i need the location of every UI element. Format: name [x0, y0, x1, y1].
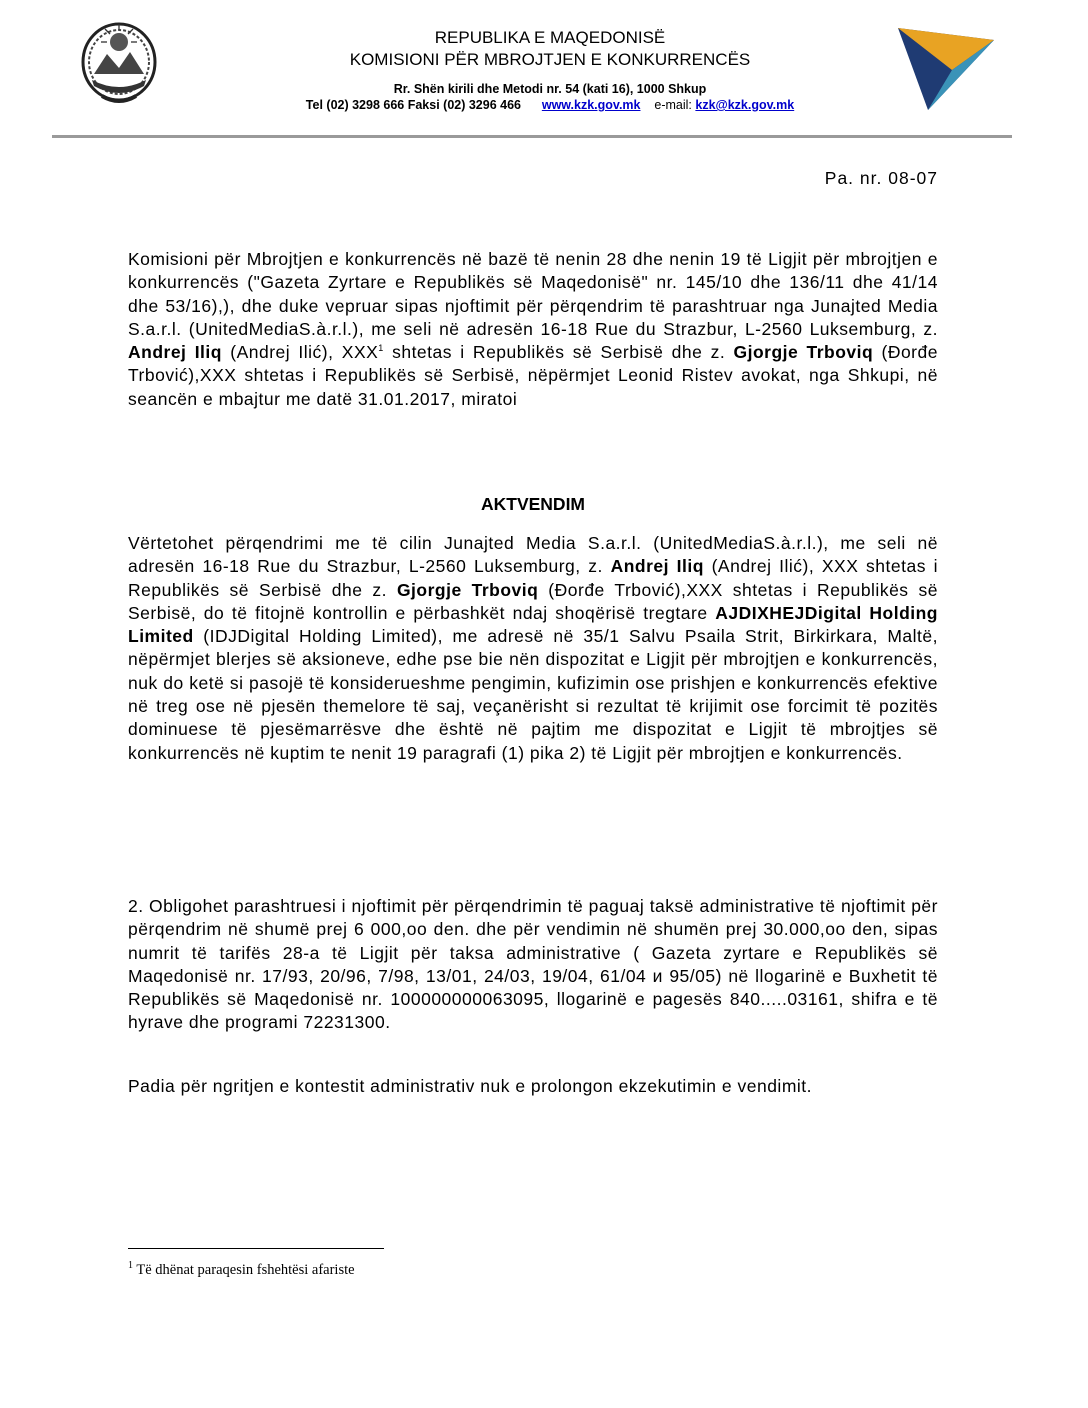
footnote: $^1$ Të dhënat paraqesin fshehtësi afariste — [128, 1260, 355, 1278]
contact-line — [160, 98, 940, 112]
footnote-divider — [128, 1248, 384, 1249]
reference-number: Pa. nr. 08-07 — [824, 168, 938, 188]
phone-fax: Tel (02) 3298 666 Faksi (02) 3296 466 — [305, 98, 521, 112]
decision-point-2: 2. Obligohet parashtruesi i njoftimit për përqendrimin të paguaj taksë administrative të njoftimit për përqendrim në shumë prej 6 000,oo den. dhe për vendimin në shumën prej 30.000,oo den, sipas numrit të tarifës 28-a të Ligjit për taksa administrative ( Gazeta zyrtare e Republikës së Maqedonisë nr. 17/93, 20/96, 7/98, 13/01, 24/03, 19/04, 61/04 и 95/05) në llogarinë e Buxhetit të Republikës së Maqedonisë nr. 100000000063095, llogarinë e pagesës 840.....03161, shifra e të hyrave dhe programi 72231300. — [128, 896, 938, 1033]
footnote-reference: 1 — [378, 343, 384, 354]
coat-of-arms-seal-icon — [80, 20, 158, 112]
decision-point-1: Vërtetohet përqendrimi me të cilin Junajted Media S.a.r.l. (UnitedMediaS.à.r.l.), me seli në adresën 16-18 Rue du Strazbur, L-2560 Luksemburg, z. Andrej Iliq (Andrej Ilić), XXX shtetas i Republikës së Serbisë dhe z. Gjorgje Trboviq (Đorđe Trbović),XXX shtetas i Republikës së Serbisë, do të fitojnë kontrollin e përbashkët ndaj shoqërisë tregtare AJDIXHEJDigital Holding Limited (IDJDigital Holding Limited), me adresë në 35/1 Salvu Psaila Strit, Birkirkara, Maltë, nëpërmjet blerjes së aksioneve, edhe pse bie nën dispozitat e Ligjit për mbrojtjen e konkurrencës, nuk do ketë si pasojë të konsiderueshme pengimin, kufizimin ose prishjen e konkurrencës efektive në treg ose në pjesën themelore të saj, veçanërisht si rezultat të krijimit ose forcimit të pozitës dominuese të pjesëmarrësve dhe është në pajtim me dispozitat e Ligjit të mbrojtjes së konkurrencës në kuptim te nenit 19 paragrafi (1) pika 2) të Ligjit për mbrojtjen e konkurrencës. — [128, 533, 939, 763]
email-link[interactable]: kzk@kzk.gov.mk — [695, 98, 795, 112]
person-name: Andrej Iliq — [128, 342, 222, 363]
decision-heading: AKTVENDIM — [480, 494, 586, 514]
kzk-triangle-logo-icon — [896, 26, 996, 112]
header-divider — [52, 135, 1012, 138]
person-name: Gjorgje Trboviq — [733, 342, 874, 363]
intro-paragraph: Komisioni për Mbrojtjen e konkurrencës në bazë të nenin 28 dhe nenin 19 të Ligjit për mbrojtjen e konkurrencës ("Gazeta Zyrtare e Republikës së Maqedonisë" nr. 145/10 dhe 136/11 dhe 41/14 dhe 53/16),), dhe duke vepruar sipas njoftimit për përqendrim të parashtruar nga Junajted Media S.a.r.l. (UnitedMediaS.à.r.l.), me seli në adresën 16-18 Rue du Strazbur, L-2560 Luksemburg, z. Andrej Iliq (Andrej Ilić), XXX$^1$ shtetas i Republikës së Serbisë dhe z. Gjorgje Trboviq (Đorđe Trbović),XXX shtetas i Republikës së Serbisë, nëpërmjet Leonid Ristev avokat, nga Shkupi, në seancën e mbajtur me datë 31.01.2017, miratoi — [128, 249, 938, 409]
person-name: Andrej Iliq — [610, 556, 704, 577]
email-label: e-mail: — [654, 98, 692, 112]
country-title: REPUBLIKA E MAQEDONISË — [434, 28, 666, 47]
address-line: Rr. Shën kirili dhe Metodi nr. 54 (kati 16), 1000 Shkup — [393, 82, 707, 96]
appeal-note: Padia për ngritjen e kontestit administrativ nuk e prolongon ekzekutimin e vendimit. — [128, 1076, 813, 1096]
person-name: Gjorgje Trboviq — [396, 579, 539, 600]
website-link[interactable]: www.kzk.gov.mk — [541, 98, 641, 112]
commission-title: KOMISIONI PËR MBROJTJEN E KONKURRENCËS — [349, 50, 751, 69]
company-name: AJDIXHEJDigital Holding Limited — [128, 602, 938, 647]
